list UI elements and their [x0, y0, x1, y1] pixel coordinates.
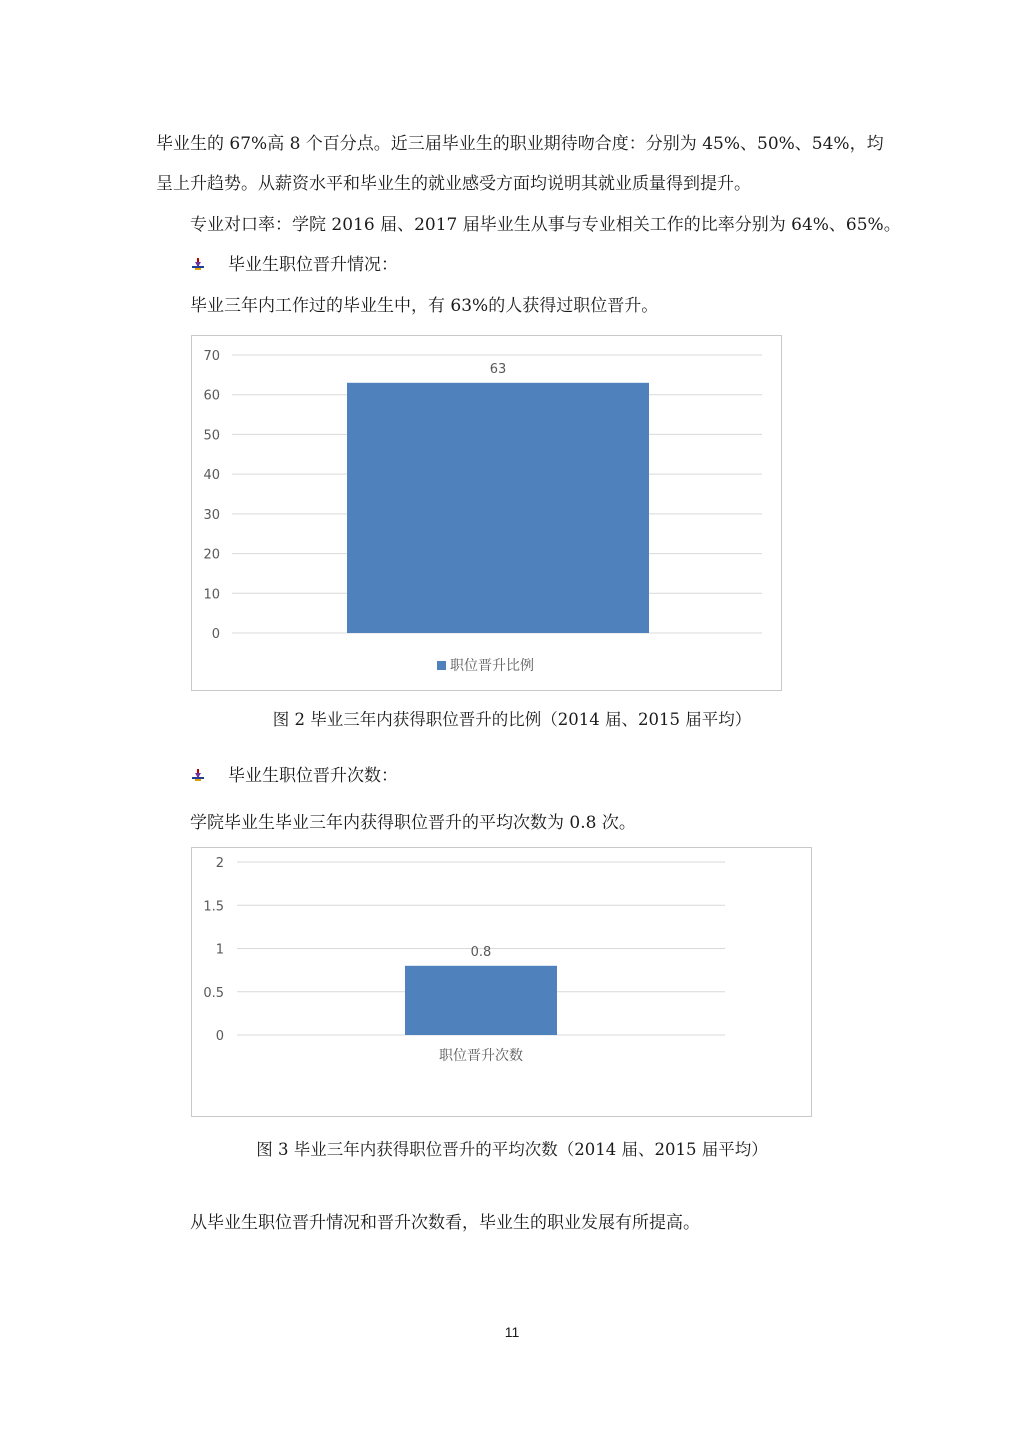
- paragraph-line: 专业对口率：学院 2016 届、2017 届毕业生从事与专业相关工作的比率分别为 64%、65%。: [190, 215, 901, 235]
- chart-promotion-count-svg: [192, 848, 811, 1116]
- chart-promotion-ratio: [191, 335, 782, 691]
- legend-swatch: [437, 661, 446, 670]
- y-tick-label: 10: [203, 587, 220, 603]
- data-label: 0.8: [470, 944, 492, 960]
- y-tick-label: 30: [203, 507, 220, 523]
- paragraph-line: 学院毕业生毕业三年内获得职位晋升的平均次数为 0.8 次。: [190, 813, 636, 833]
- x-category-label: 职位晋升次数: [439, 1048, 523, 1064]
- paragraph-line: 从毕业生职位晋升情况和晋升次数看，毕业生的职业发展有所提高。: [190, 1213, 700, 1233]
- y-tick-label: 60: [203, 388, 220, 404]
- y-tick-label: 20: [203, 547, 220, 563]
- y-tick-label: 50: [203, 428, 220, 444]
- paragraph-line: 呈上升趋势。从薪资水平和毕业生的就业感受方面均说明其就业质量得到提升。: [156, 174, 751, 194]
- y-tick-label: 0: [215, 1029, 224, 1044]
- page-number: 11: [504, 1324, 520, 1340]
- figure-caption: 图 2 毕业三年内获得职位晋升的比例（2014 届、2015 届平均）: [272, 710, 752, 729]
- y-tick-label: 1.5: [203, 899, 224, 915]
- bullet-arrow-icon: [191, 769, 205, 783]
- section-heading: 毕业生职位晋升情况：: [228, 255, 398, 275]
- bar: [347, 383, 649, 633]
- y-tick-label: 0.5: [203, 985, 224, 1001]
- figure-caption: 图 3 毕业三年内获得职位晋升的平均次数（2014 届、2015 届平均）: [256, 1140, 768, 1159]
- bullet-arrow-icon: [191, 258, 205, 272]
- legend-label: 职位晋升比例: [450, 658, 534, 674]
- bar: [405, 966, 557, 1035]
- y-tick-label: 2: [215, 856, 224, 871]
- chart-promotion-ratio-svg: [192, 336, 781, 690]
- paragraph-line: 毕业生的 67%高 8 个百分点。近三届毕业生的职业期待吻合度：分别为 45%、50%、54%，均: [156, 134, 884, 154]
- chart-promotion-count: [191, 847, 812, 1117]
- y-tick-label: 40: [203, 468, 220, 484]
- section-heading: 毕业生职位晋升次数：: [228, 766, 398, 786]
- paragraph-line: 毕业三年内工作过的毕业生中，有 63%的人获得过职位晋升。: [190, 296, 659, 316]
- y-tick-label: 0: [211, 627, 220, 642]
- y-tick-label: 1: [215, 942, 224, 958]
- data-label: 63: [489, 361, 507, 377]
- y-tick-label: 70: [203, 349, 220, 364]
